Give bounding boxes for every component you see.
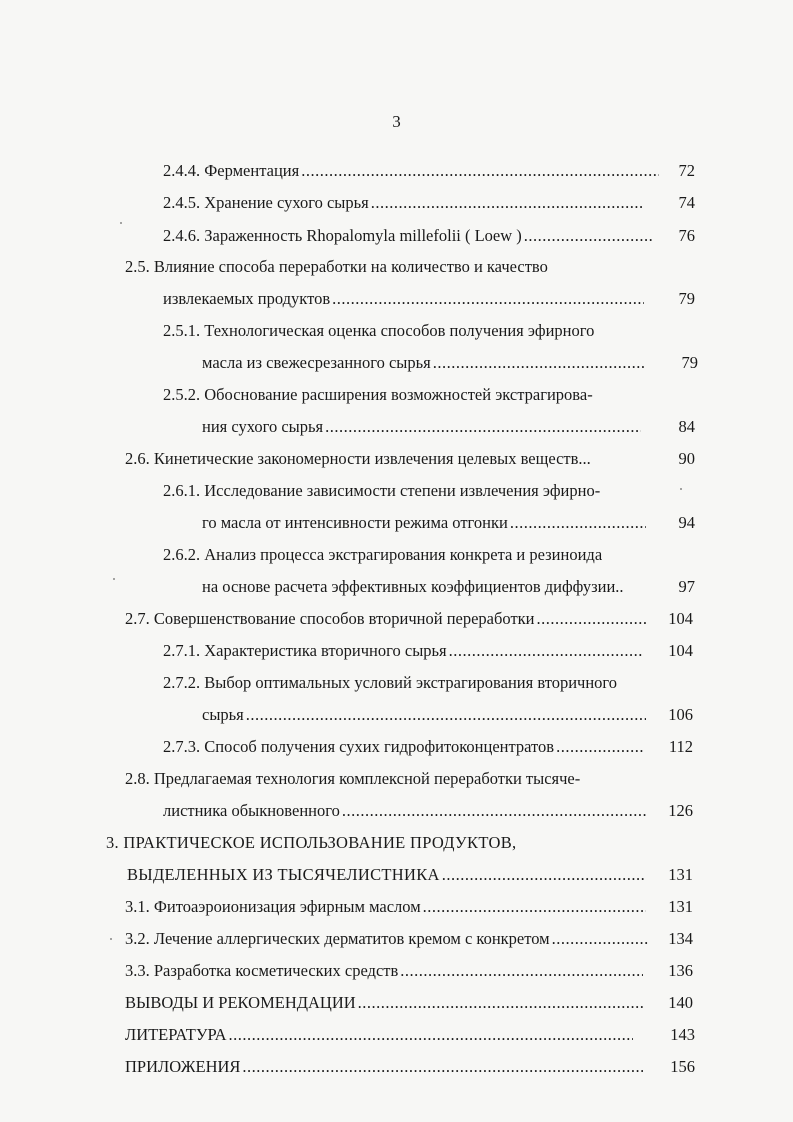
entry-title: 2.5.2. Обоснование расширения возможностей экстрагирова- bbox=[163, 385, 593, 404]
toc-entry bbox=[163, 673, 683, 693]
entry-page: 84 bbox=[678, 417, 695, 436]
dot-leader bbox=[332, 289, 644, 309]
dot-leader bbox=[442, 865, 645, 885]
toc-entry-continuation bbox=[202, 705, 650, 725]
entry-page: 97 bbox=[678, 577, 695, 596]
page-number: 3 bbox=[392, 112, 401, 131]
entry-title: 2.4.6. Зараженность Rhopalomyla millefolii ( Loew ) bbox=[163, 226, 522, 245]
entry-title: го масла от интенсивности режима отгонки bbox=[202, 513, 508, 532]
entry-title: 2.7. Совершенствование способов вторичной переработки bbox=[125, 609, 535, 628]
toc-entry-continuation bbox=[163, 289, 648, 309]
toc-entry-continuation bbox=[202, 577, 672, 597]
entry-title: ЛИТЕРАТУРА bbox=[125, 1025, 227, 1044]
dot-leader bbox=[246, 705, 646, 725]
dot-leader bbox=[433, 353, 646, 373]
toc-entry bbox=[163, 737, 648, 757]
dot-leader bbox=[510, 513, 646, 533]
toc-entry bbox=[163, 161, 663, 181]
scan-speck bbox=[120, 222, 122, 224]
toc-entry bbox=[125, 961, 647, 981]
toc-entry bbox=[163, 385, 663, 405]
dot-leader bbox=[371, 193, 644, 213]
entry-title: 2.7.3. Способ получения сухих гидрофитоконцентратов bbox=[163, 737, 555, 756]
scan-speck bbox=[680, 488, 682, 490]
scan-speck bbox=[113, 578, 115, 580]
dot-leader bbox=[358, 993, 643, 1013]
entry-page: 79 bbox=[678, 289, 695, 308]
toc-entry-continuation bbox=[163, 801, 650, 821]
toc-entry bbox=[125, 1057, 647, 1077]
entry-page: 90 bbox=[678, 449, 695, 468]
entry-title: 3. ПРАКТИЧЕСКОЕ ИСПОЛЬЗОВАНИЕ ПРОДУКТОВ, bbox=[106, 833, 517, 852]
dot-leader bbox=[342, 801, 646, 821]
entry-page: 112 bbox=[668, 737, 693, 756]
entry-page: 134 bbox=[668, 929, 693, 948]
toc-entry bbox=[125, 993, 647, 1013]
dot-leader bbox=[556, 737, 644, 757]
toc-entry bbox=[125, 257, 650, 277]
entry-title: 2.4.5. Хранение сухого сырья bbox=[163, 193, 369, 212]
entry-title: извлекаемых продуктов bbox=[163, 289, 331, 308]
toc-entry bbox=[163, 641, 648, 661]
entry-title: 2.6.1. Исследование зависимости степени извлечения эфирно- bbox=[163, 481, 601, 500]
entry-page: 104 bbox=[668, 641, 693, 660]
entry-page: 143 bbox=[670, 1025, 695, 1044]
dot-leader bbox=[552, 929, 648, 949]
entry-title: 3.2. Лечение аллергических дерматитов кремом с конкретом bbox=[125, 929, 550, 948]
entry-page: 72 bbox=[678, 161, 695, 180]
entry-title: 2.5.1. Технологическая оценка способов получения эфирного bbox=[163, 321, 595, 340]
entry-title: 2.7.1. Характеристика вторичного сырья bbox=[163, 641, 447, 660]
entry-title: ния сухого сырья bbox=[202, 417, 324, 436]
entry-page: 131 bbox=[668, 865, 693, 884]
entry-page: 136 bbox=[668, 961, 693, 980]
toc-entry bbox=[163, 545, 663, 565]
entry-page: 79 bbox=[681, 353, 698, 372]
dot-leader bbox=[537, 609, 647, 629]
dot-leader bbox=[423, 897, 646, 917]
entry-title: сырья bbox=[202, 705, 244, 724]
toc-entry-continuation bbox=[202, 417, 645, 437]
entry-page: 140 bbox=[668, 993, 693, 1012]
entry-title: ВЫДЕЛЕННЫХ ИЗ ТЫСЯЧЕЛИСТНИКА bbox=[127, 865, 440, 884]
entry-page: 104 bbox=[668, 609, 693, 628]
scan-speck bbox=[110, 938, 112, 940]
entry-page: 74 bbox=[678, 193, 695, 212]
toc-entry bbox=[163, 481, 663, 501]
entry-title: ВЫВОДЫ И РЕКОМЕНДАЦИИ bbox=[125, 993, 356, 1012]
toc-entry bbox=[125, 609, 650, 629]
dot-leader bbox=[400, 961, 643, 981]
dot-leader bbox=[229, 1025, 633, 1045]
toc-entry-continuation bbox=[202, 353, 650, 373]
entry-title: 2.5. Влияние способа переработки на количество и качество bbox=[125, 257, 548, 276]
toc-entry-continuation bbox=[127, 865, 649, 885]
entry-title: 2.6. Кинетические закономерности извлечения целевых веществ... bbox=[125, 449, 591, 468]
entry-page: 76 bbox=[678, 226, 695, 245]
entry-page: 131 bbox=[668, 897, 693, 916]
toc-entry bbox=[163, 193, 648, 213]
entry-title: ПРИЛОЖЕНИЯ bbox=[125, 1057, 241, 1076]
toc-entry bbox=[125, 929, 652, 949]
entry-title: 3.1. Фитоаэроионизация эфирным маслом bbox=[125, 897, 421, 916]
entry-title: масла из свежесрезанного сырья bbox=[202, 353, 431, 372]
entry-page: 156 bbox=[670, 1057, 695, 1076]
entry-title: листника обыкновенного bbox=[163, 801, 340, 820]
entry-title: 2.8. Предлагаемая технология комплексной переработки тысяче- bbox=[125, 769, 581, 788]
toc-entry-continuation bbox=[202, 513, 650, 533]
dot-leader bbox=[524, 226, 654, 246]
toc-entry bbox=[125, 897, 650, 917]
entry-title: на основе расчета эффективных коэффициентов диффузии.. bbox=[202, 577, 624, 596]
dot-leader bbox=[242, 1057, 643, 1077]
entry-title: 2.4.4. Ферментация bbox=[163, 161, 300, 180]
entry-title: 2.7.2. Выбор оптимальных условий экстрагирования вторичного bbox=[163, 673, 618, 692]
toc-entry bbox=[125, 1025, 637, 1045]
toc-entry bbox=[106, 833, 666, 853]
entry-page: 126 bbox=[668, 801, 693, 820]
dot-leader bbox=[325, 417, 641, 437]
toc-entry bbox=[125, 449, 655, 469]
dot-leader bbox=[301, 161, 659, 181]
entry-page: 106 bbox=[668, 705, 693, 724]
toc-entry bbox=[163, 321, 663, 341]
entry-title: 2.6.2. Анализ процесса экстрагирования конкрета и резиноида bbox=[163, 545, 603, 564]
entry-title: 3.3. Разработка косметических средств bbox=[125, 961, 399, 980]
toc-entry bbox=[125, 769, 665, 789]
toc-entry bbox=[163, 226, 658, 246]
entry-page: 94 bbox=[678, 513, 695, 532]
dot-leader bbox=[449, 641, 644, 661]
